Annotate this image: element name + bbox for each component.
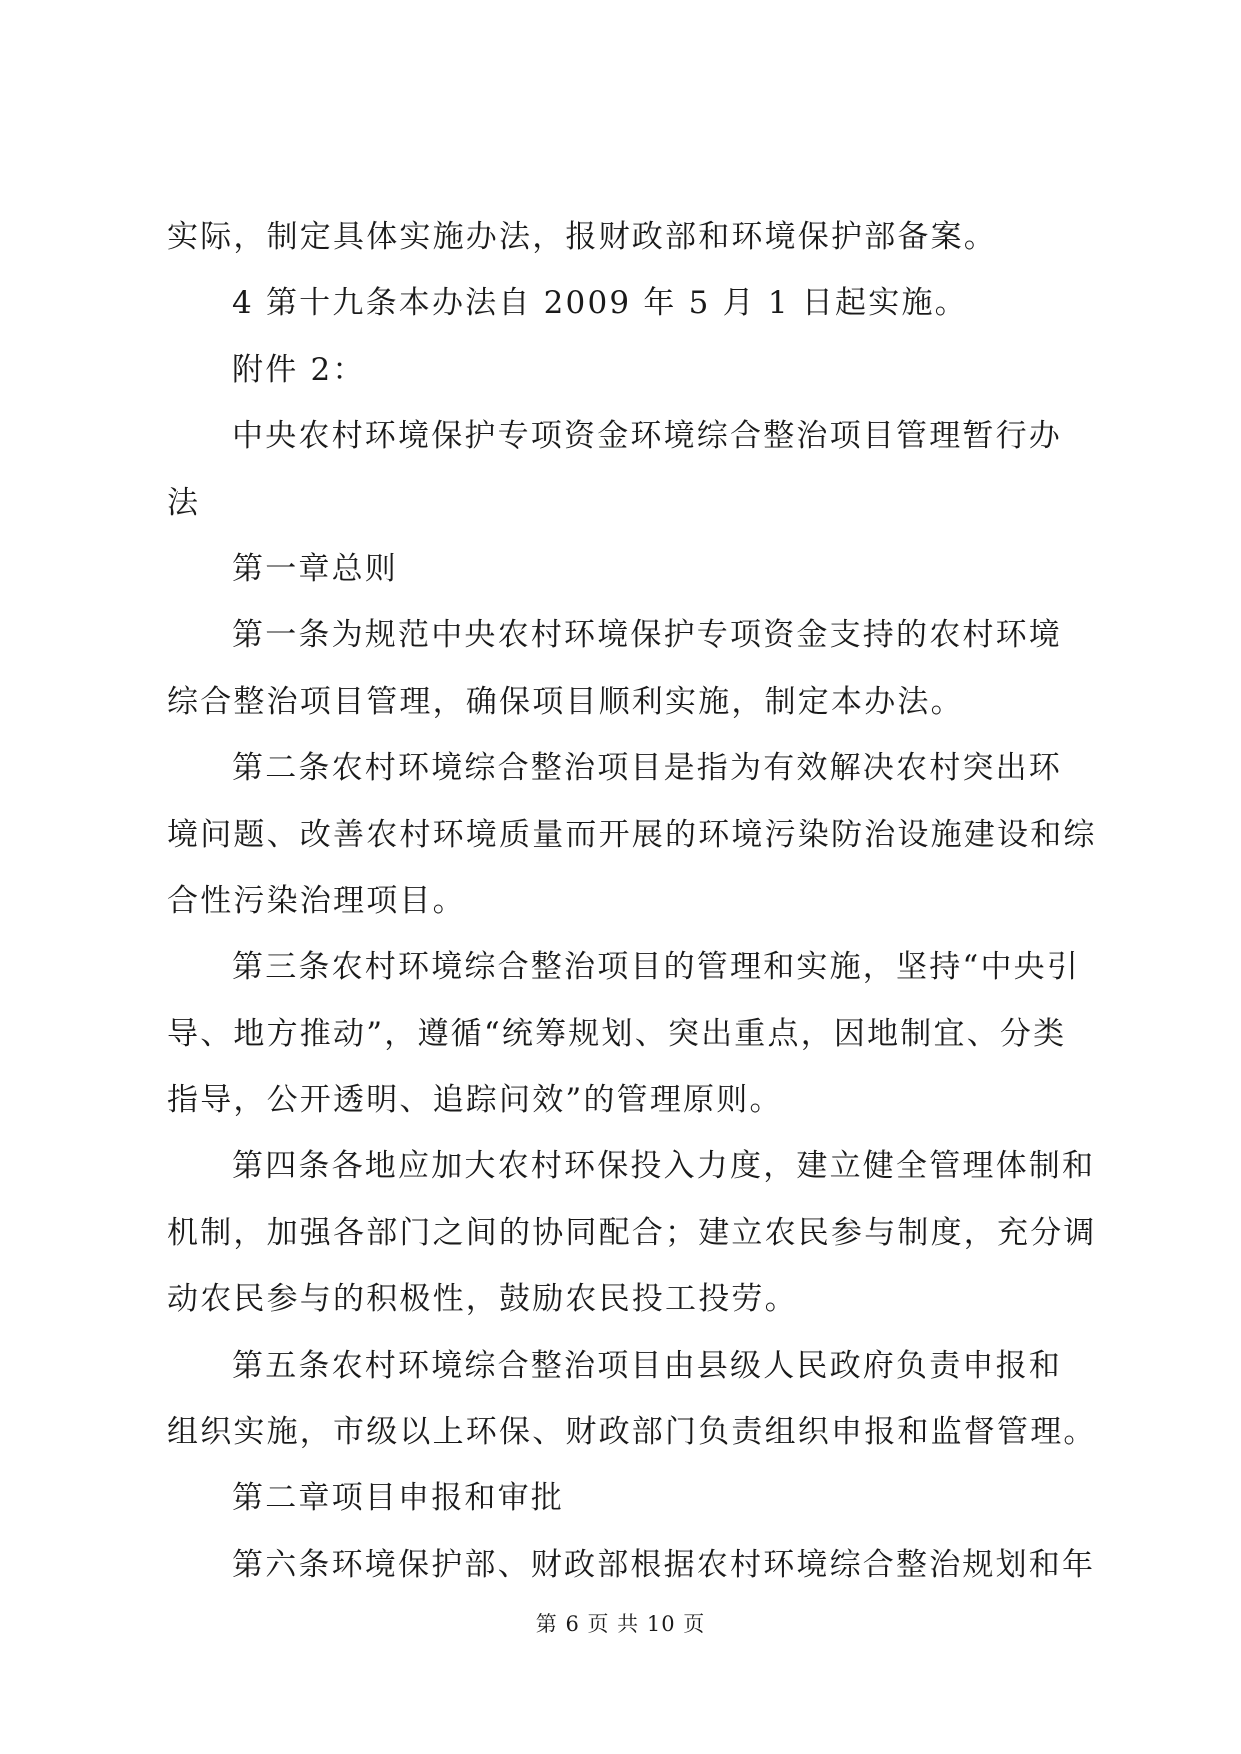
document-title-line: 法 (167, 484, 201, 521)
text-line: 第五条农村环境综合整治项目由县级人民政府负责申报和 (232, 1347, 1062, 1384)
text-line: 导、地方推动”，遵循“统筹规划、突出重点，因地制宜、分类 (167, 1015, 1067, 1052)
text-line: 附件 2： (232, 351, 366, 388)
text-line: 第一条为规范中央农村环境保护专项资金支持的农村环境 (232, 617, 1062, 654)
text-line: 合性污染治理项目。 (167, 882, 466, 919)
text-line: 境问题、改善农村环境质量而开展的环境污染防治设施建设和综 (167, 816, 1097, 853)
chapter-heading: 第二章项目申报和审批 (232, 1480, 564, 1517)
text-line: 综合整治项目管理，确保项目顺利实施，制定本办法。 (167, 683, 964, 720)
page-number-footer: 第 6 页 共 10 页 (535, 1612, 706, 1636)
text-line: 实际，制定具体实施办法，报财政部和环境保护部备案。 (167, 219, 997, 255)
text-line: 4 第十九条本办法自 2009 年 5 月 1 日起实施。 (232, 285, 968, 322)
text-line: 指导，公开透明、追踪问效”的管理原则。 (167, 1082, 783, 1119)
text-line: 第二条农村环境综合整治项目是指为有效解决农村突出环 (232, 750, 1062, 787)
text-line: 机制，加强各部门之间的协同配合；建立农民参与制度，充分调 (167, 1214, 1097, 1251)
text-line: 组织实施，市级以上环保、财政部门负责组织申报和监督管理。 (167, 1414, 1097, 1451)
text-line: 第三条农村环境综合整治项目的管理和实施，坚持“中央引 (232, 949, 1081, 986)
document-body (167, 219, 1097, 1616)
text-line: 第四条各地应加大农村环保投入力度，建立健全管理体制和 (232, 1148, 1096, 1185)
text-line: 动农民参与的积极性，鼓励农民投工投劳。 (167, 1281, 798, 1318)
chapter-heading: 第一章总则 (232, 550, 398, 587)
document-title-line: 中央农村环境保护专项资金环境综合整治项目管理暂行办 (232, 418, 1062, 455)
text-line: 第六条环境保护部、财政部根据农村环境综合整治规划和年 (232, 1546, 1096, 1583)
